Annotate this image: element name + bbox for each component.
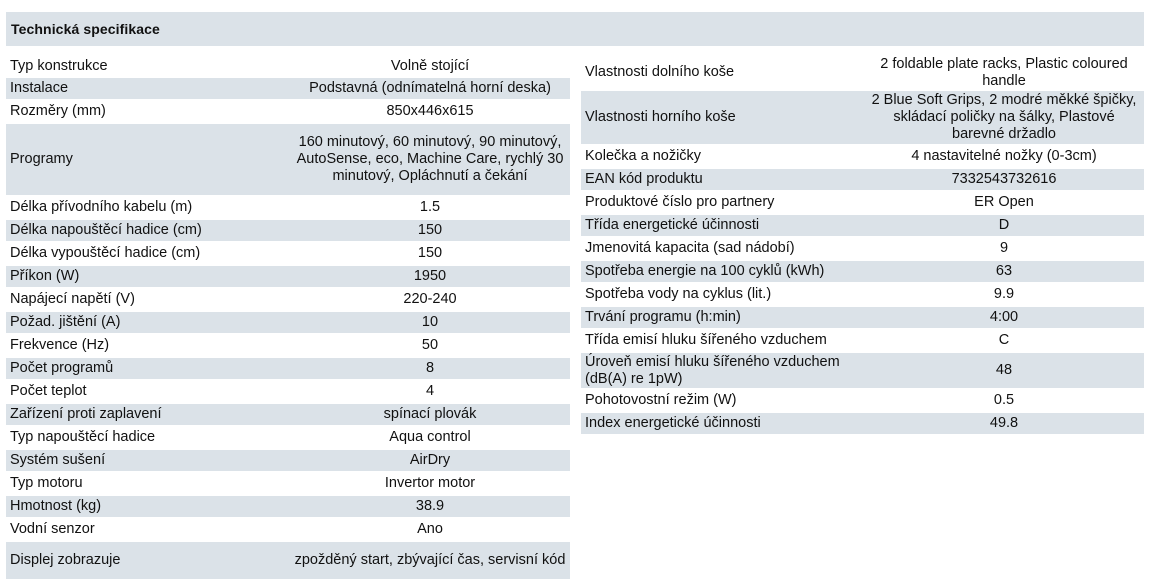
spec-label: Napájecí napětí (V) <box>10 291 135 307</box>
spec-row-trvani-programu <box>581 307 1144 328</box>
spec-row-displej <box>6 542 570 579</box>
spec-row-suseni <box>6 450 570 471</box>
spec-value: 2 foldable plate racks, Plastic coloured handle <box>880 55 1128 89</box>
spec-value: 50 <box>421 337 439 353</box>
spec-label: Kolečka a nožičky <box>585 148 702 164</box>
spec-label: Instalace <box>6 78 290 99</box>
spec-value: Volně stojící <box>390 57 470 74</box>
spec-value: 2 Blue Soft Grips, 2 modré měkké špičky, skládací poličky na šálky, Plastové barevné držadlo <box>864 91 1144 144</box>
spec-row-vypousteci-hadice <box>6 243 570 264</box>
spec-row-energeticka-trida <box>581 215 1144 236</box>
spec-value: 48 <box>864 353 1144 388</box>
spec-value: 10 <box>290 312 570 333</box>
spec-value: 8 <box>290 358 570 379</box>
spec-value: 4 nastavitelné nožky (0-3cm) <box>911 148 1097 164</box>
spec-value: 150 <box>417 245 443 261</box>
spec-label: Typ konstrukce <box>10 57 108 74</box>
spec-label: Index energetické účinnosti <box>581 413 864 434</box>
spec-value: 63 <box>864 261 1144 282</box>
spec-label: Zařízení proti zaplavení <box>6 404 290 425</box>
spec-row-pocet-teplot <box>6 381 570 402</box>
spec-label: Typ motoru <box>10 475 83 491</box>
spec-value: AirDry <box>290 450 570 471</box>
spec-row-hmotnost <box>6 496 570 517</box>
spec-label: Produktové číslo pro partnery <box>585 194 775 210</box>
spec-row-vodni-senzor <box>6 519 570 540</box>
spec-row-typ-hadice <box>6 427 570 448</box>
spec-label: Délka přívodního kabelu (m) <box>10 199 193 215</box>
spec-value: Invertor motor <box>384 475 476 491</box>
spec-row-jisteni <box>6 312 570 333</box>
spec-value: Aqua control <box>389 429 471 445</box>
spec-label: Počet programů <box>6 358 290 379</box>
spec-value: spínací plovák <box>290 404 570 425</box>
spec-value: Podstavná (odnímatelná horní deska) <box>290 78 570 99</box>
spec-row-rozmery <box>6 101 570 122</box>
spec-value: Ano <box>417 521 443 537</box>
spec-label: Pohotovostní režim (W) <box>585 392 737 408</box>
spec-value: C <box>998 332 1010 348</box>
spec-label: Vlastnosti dolního koše <box>585 64 735 80</box>
spec-value: 160 minutový, 60 minutový, 90 minutový, AutoSense, eco, Machine Care, rychlý 30 minutový, Opláchnutí a čekání <box>290 124 570 195</box>
spec-row-frekvence <box>6 335 570 356</box>
page-title: Technická specifikace <box>11 21 160 37</box>
spec-header <box>6 12 1144 46</box>
spec-value: 4 <box>425 383 435 399</box>
spec-value: zpožděný start, zbývající čas, servisní kód <box>290 542 570 579</box>
spec-label: Programy <box>6 124 290 195</box>
spec-value: 0.5 <box>993 392 1015 408</box>
spec-value: 1.5 <box>419 199 441 215</box>
spec-row-napajeci-napeti <box>6 289 570 310</box>
spec-label: Spotřeba vody na cyklus (lit.) <box>585 286 772 302</box>
spec-table-right <box>581 56 1144 436</box>
spec-label: Příkon (W) <box>6 266 290 287</box>
spec-value: D <box>864 215 1144 236</box>
spec-label: Jmenovitá kapacita (sad nádobí) <box>585 240 795 256</box>
spec-row-prikon <box>6 266 570 287</box>
spec-label: Počet teplot <box>10 383 87 399</box>
spec-label: Délka vypouštěcí hadice (cm) <box>10 245 201 261</box>
spec-label: Spotřeba energie na 100 cyklů (kWh) <box>581 261 864 282</box>
spec-label: Rozměry (mm) <box>10 103 106 119</box>
spec-row-typ-motoru <box>6 473 570 494</box>
spec-row-zaplaveni <box>6 404 570 425</box>
spec-value: ER Open <box>974 194 1034 210</box>
spec-row-typ-konstrukce <box>6 56 570 76</box>
spec-label: Úroveň emisí hluku šířeného vzduchem (dB(A) re 1pW) <box>581 353 864 388</box>
spec-value: 9 <box>999 240 1009 256</box>
spec-row-kapacita <box>581 238 1144 259</box>
spec-row-spotreba-energie <box>581 261 1144 282</box>
spec-table-left <box>6 56 570 581</box>
spec-label: Systém sušení <box>6 450 290 471</box>
spec-value: 49.8 <box>864 413 1144 434</box>
spec-label: Typ napouštěcí hadice <box>10 429 156 445</box>
spec-row-spotreba-vody <box>581 284 1144 305</box>
spec-row-ean <box>581 169 1144 190</box>
spec-row-pohotovostni-rezim <box>581 390 1144 411</box>
spec-value: 4:00 <box>864 307 1144 328</box>
spec-row-index-ucinnosti <box>581 413 1144 434</box>
spec-label: Frekvence (Hz) <box>10 337 110 353</box>
spec-value: 850x446x615 <box>386 103 474 119</box>
spec-row-pocet-programu <box>6 358 570 379</box>
spec-label: Délka napouštěcí hadice (cm) <box>6 220 290 241</box>
spec-row-produktove-cislo <box>581 192 1144 213</box>
spec-label: Vlastnosti horního koše <box>581 91 864 144</box>
spec-row-kolecka <box>581 146 1144 167</box>
spec-label: Vodní senzor <box>10 521 95 537</box>
spec-label: Trvání programu (h:min) <box>581 307 864 328</box>
spec-label: Třída emisí hluku šířeného vzduchem <box>585 332 827 348</box>
spec-label: Displej zobrazuje <box>6 542 290 579</box>
spec-value: 220-240 <box>403 291 457 307</box>
spec-row-horni-kos <box>581 91 1144 144</box>
spec-row-trida-hluku <box>581 330 1144 351</box>
spec-value: 9.9 <box>993 286 1015 302</box>
spec-value: 7332543732616 <box>864 169 1144 190</box>
spec-label: Třída energetické účinnosti <box>581 215 864 236</box>
spec-value: 38.9 <box>290 496 570 517</box>
spec-label: Hmotnost (kg) <box>6 496 290 517</box>
spec-value: 1950 <box>290 266 570 287</box>
spec-row-programy <box>6 124 570 195</box>
spec-label: Požad. jištění (A) <box>6 312 290 333</box>
spec-row-dolni-kos <box>581 56 1144 89</box>
spec-row-delka-kabelu <box>6 197 570 218</box>
spec-row-napousteci-hadice <box>6 220 570 241</box>
spec-row-instalace <box>6 78 570 99</box>
spec-value: 150 <box>290 220 570 241</box>
spec-label: EAN kód produktu <box>581 169 864 190</box>
spec-row-uroven-hluku <box>581 353 1144 388</box>
